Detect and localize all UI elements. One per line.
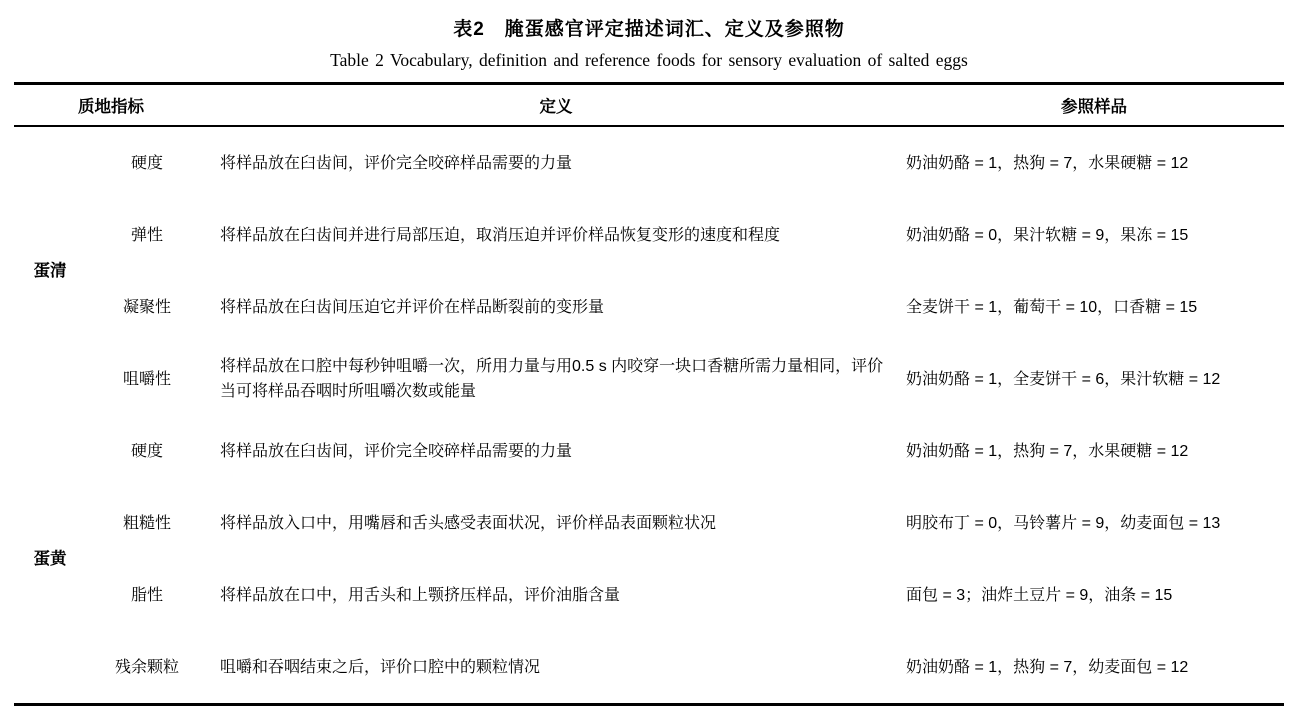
table-title-en: Table 2 Vocabulary, definition and reference foods for sensory evaluation of salted eggs — [330, 50, 968, 70]
indicator-cell: 硬度 — [130, 154, 163, 172]
table-row — [14, 487, 1284, 559]
table-title-zh: 表2 腌蛋感官评定描述词汇、定义及参照物 — [453, 19, 845, 40]
header-reference: 参照样品 — [904, 84, 1284, 127]
reference-cell: 面包 = 3；油炸土豆片 = 9，油条 = 15 — [906, 586, 1173, 604]
table-row — [14, 631, 1284, 705]
definition-cell: 将样品放在臼齿间，评价完全咬碎样品需要的力量 — [220, 442, 573, 460]
group-label-egg-white: 蛋清 — [33, 261, 67, 280]
reference-cell: 奶油奶酪 = 1，全麦饼干 = 6，果汁软糖 = 12 — [906, 370, 1221, 388]
definition-cell: 将样品放在臼齿间压迫它并评价在样品断裂前的变形量 — [220, 298, 605, 316]
definition-cell: 将样品放入口中，用嘴唇和舌头感受表面状况，评价样品表面颗粒状况 — [220, 514, 717, 532]
reference-cell: 奶油奶酪 = 1，热狗 = 7，水果硬糖 = 12 — [906, 442, 1189, 460]
header-texture-indicator: 质地指标 — [14, 84, 208, 127]
indicator-cell: 弹性 — [130, 226, 163, 244]
sensory-evaluation-table — [14, 82, 1284, 706]
definition-cell: 将样品放在口中，用舌头和上颚挤压样品，评价油脂含量 — [220, 586, 621, 604]
group-label-egg-yolk: 蛋黄 — [33, 549, 67, 568]
table-header-row — [14, 84, 1284, 127]
table-row — [14, 126, 1284, 199]
table-row — [14, 559, 1284, 631]
definition-cell: 将样品放在臼齿间并进行局部压迫，取消压迫并评价样品恢复变形的速度和程度 — [220, 226, 781, 244]
table-row — [14, 199, 1284, 271]
reference-cell: 全麦饼干 = 1，葡萄干 = 10，口香糖 = 15 — [906, 298, 1198, 316]
definition-cell: 将样品放在口腔中每秒钟咀嚼一次，所用力量与用0.5 s 内咬穿一块口香糖所需力量相同，评价当可将样品吞咽时所咀嚼次数或能量 — [220, 358, 884, 400]
reference-cell: 明胶布丁 = 0，马铃薯片 = 9，幼麦面包 = 13 — [906, 514, 1221, 532]
indicator-cell: 粗糙性 — [122, 514, 171, 532]
reference-cell: 奶油奶酪 = 1，热狗 = 7，水果硬糖 = 12 — [906, 154, 1189, 172]
header-definition: 定义 — [208, 84, 904, 127]
definition-cell: 咀嚼和吞咽结束之后，评价口腔中的颗粒情况 — [220, 658, 541, 676]
definition-cell: 将样品放在臼齿间，评价完全咬碎样品需要的力量 — [220, 154, 573, 172]
indicator-cell: 凝聚性 — [122, 298, 171, 316]
indicator-cell: 硬度 — [130, 442, 163, 460]
table-row — [14, 415, 1284, 487]
indicator-cell: 脂性 — [130, 586, 163, 604]
table-row — [14, 343, 1284, 415]
reference-cell: 奶油奶酪 = 0，果汁软糖 = 9，果冻 = 15 — [906, 226, 1189, 244]
reference-cell: 奶油奶酪 = 1，热狗 = 7，幼麦面包 = 12 — [906, 658, 1189, 676]
indicator-cell: 咀嚼性 — [122, 370, 171, 388]
table-row — [14, 271, 1284, 343]
indicator-cell: 残余颗粒 — [114, 658, 179, 676]
